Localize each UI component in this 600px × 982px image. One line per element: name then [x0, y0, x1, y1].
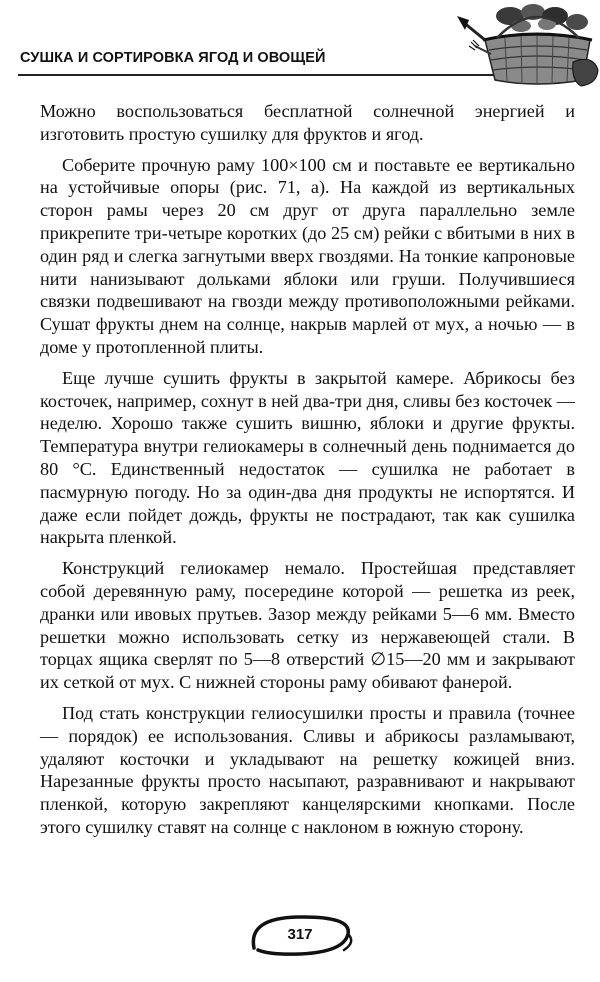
paragraph: Можно воспользоваться бесплатной солнечной энергией и изготовить простую сушилку для фруктов и ягод. [40, 101, 575, 144]
page-header [0, 0, 600, 90]
paragraph: Под стать конструкции гелиосушилки просты и правила (точнее — порядок) ее использования. Сливы и абрикосы разламывают, удаляют косточки и укладывают на решетку кожицей вниз. Нарезанные фрукты просто насыпают, разравнивают и накрывают пленкой, которую закрепляют канцелярскими кнопками. После этого сушилку ставят на солнце с наклоном в южную сторону. [40, 702, 575, 837]
paragraph: Еще лучше сушить фрукты в закрытой камере. Абрикосы без косточек, например, сохнут в ней два-три дня, сливы без косточек — неделю. Хорошо также сушить вишню, яблоки и другие фрукты. Температура внутри гелиокамеры в солнечный день поднимается до 80 °С. Единственный недостаток — сушилка не работает в пасмурную погоду. Но за один-два дня продукты не испортятся. И даже если пойдет дождь, фрукты не пострадают, так как сушилка накрыта пленкой. [40, 367, 575, 548]
garden-tools-basket-icon [455, 2, 600, 92]
page-number: 317 [287, 925, 313, 943]
page-number-badge [240, 912, 360, 962]
paragraph: Конструкций гелиокамер немало. Простейшая представляет собой деревянную раму, посередине которой — решетка из реек, дранки или ивовых прутьев. Зазор между рейками 5—6 мм. Вместо решетки можно использовать сетку из нержавеющей стали. В торцах ящика сверлят по 5—8 отверстий ∅15—20 мм и закрывают их сеткой от мух. С нижней стороны раму обивают фанерой. [40, 558, 575, 693]
running-header-title: СУШКА И СОРТИРОВКА ЯГОД И ОВОЩЕЙ [20, 50, 326, 66]
body-text [40, 100, 575, 847]
paragraph: Соберите прочную раму 100×100 см и поставьте ее вертикально на устойчивые опоры (рис. 71, а). На каждой из вертикальных сторон рамы через 20 см друг от друга параллельно земле прикрепите три-четыре коротких (до 25 см) рейки с вбитыми в них в один ряд и слегка загнутыми вверх гвоздями. На тонкие капроновые нити нанизывают дольками яблоки или груши. Получившиеся связки подвешивают на гвозди между противоположными рейками. Сушат фрукты днем на солнце, накрыв марлей от мух, а ночью — в доме у протопленной плиты. [40, 154, 575, 357]
